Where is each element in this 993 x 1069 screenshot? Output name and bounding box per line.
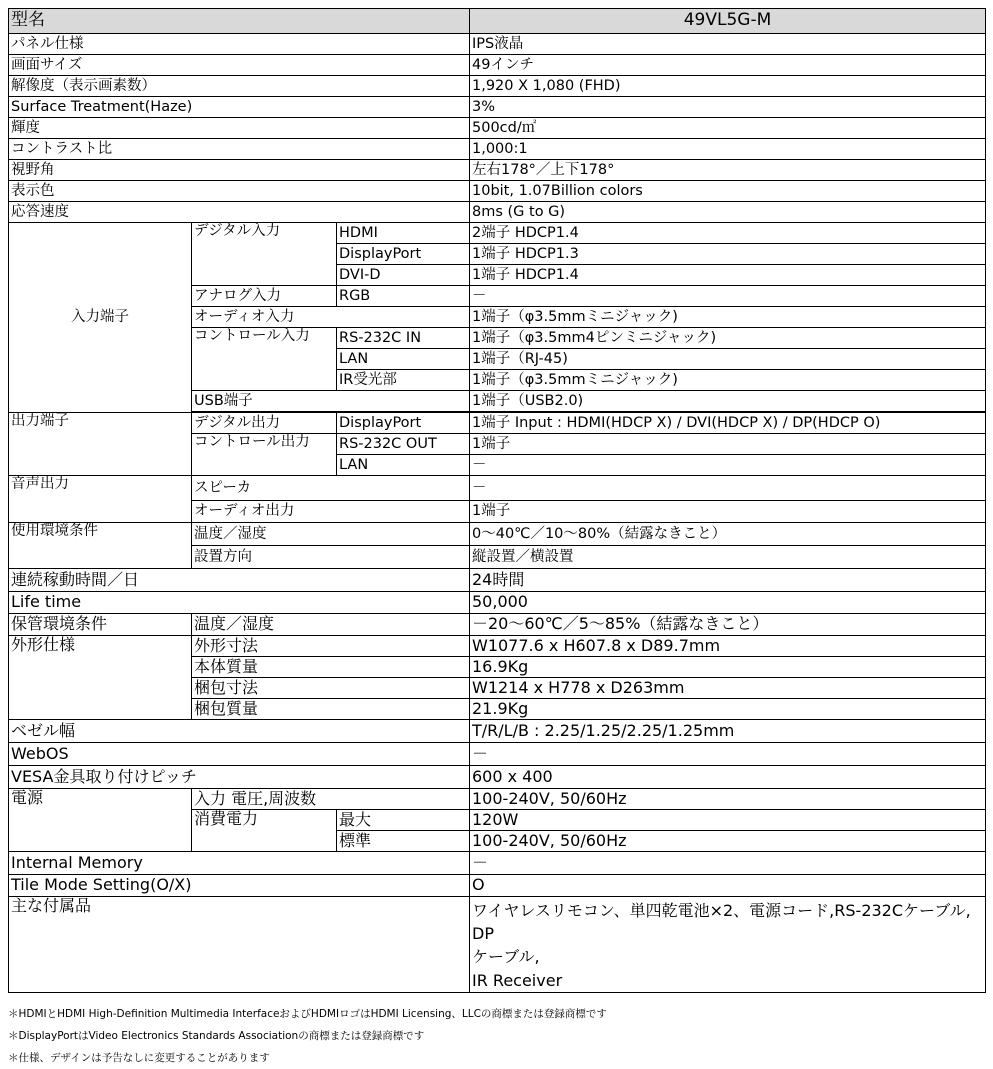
digital-output-label: デジタル出力 xyxy=(192,413,337,434)
lan-out-label: LAN xyxy=(337,455,470,476)
accessories-line-3: IR Receiver xyxy=(472,970,563,990)
power-std-label: 標準 xyxy=(337,831,470,852)
pkg-weight-label: 梱包質量 xyxy=(192,699,470,720)
dimensions-value: W1077.6 x H607.8 x D89.7mm xyxy=(470,636,986,657)
footnote: ＊仕様、デザインは予告なしに変更することがあります xyxy=(8,1052,270,1064)
panel-value: IPS液晶 xyxy=(470,34,986,55)
operating-hours-value: 24時間 xyxy=(470,569,986,592)
contrast-label: コントラスト比 xyxy=(9,139,470,160)
weight-label: 本体質量 xyxy=(192,657,470,678)
lan-in-label: LAN xyxy=(337,349,470,370)
audio-out-label: オーディオ出力 xyxy=(192,501,470,523)
dimensions-label: 外形寸法 xyxy=(192,636,470,657)
webos-value: － xyxy=(470,743,986,766)
footnotes xyxy=(8,1003,985,1069)
usb-label: USB端子 xyxy=(192,391,470,412)
colors-value: 10bit, 1.07Billion colors xyxy=(470,181,986,202)
memory-value: － xyxy=(470,852,986,875)
power-input-value: 100-240V, 50/60Hz xyxy=(470,789,986,810)
table-row xyxy=(9,523,986,546)
table-row xyxy=(9,202,986,223)
footnote: ＊HDMIとHDMI High-Definition Multimedia InterfaceおよびHDMIロゴはHDMI Licensing、LLCの商標または登録商標です xyxy=(8,1008,607,1020)
control-output-label: コントロール出力 xyxy=(192,434,337,476)
ir-label: IR受光部 xyxy=(337,370,470,391)
power-label: 電源 xyxy=(9,789,192,852)
bezel-label: ベゼル幅 xyxy=(9,720,470,743)
accessories-label: 主な付属品 xyxy=(9,897,470,993)
speaker-label: スピーカ xyxy=(192,476,470,501)
install-label: 設置方向 xyxy=(192,546,470,569)
accessories-value xyxy=(470,897,986,993)
rs232c-in-label: RS-232C IN xyxy=(337,328,470,349)
table-row xyxy=(9,34,986,55)
table-row xyxy=(9,118,986,139)
model-label: 型名 xyxy=(9,9,470,34)
life-time-value: 50,000 xyxy=(470,592,986,614)
operating-env-label: 使用環境条件 xyxy=(9,523,192,569)
footnote: ＊DisplayPortはVideo Electronics Standards Associationの商標または登録商標です xyxy=(8,1030,425,1042)
tile-mode-value: O xyxy=(470,875,986,897)
table-row xyxy=(9,97,986,118)
response-value: 8ms (G to G) xyxy=(470,202,986,223)
rs232c-out-value: 1端子 xyxy=(470,434,986,455)
lan-out-value: － xyxy=(470,455,986,476)
audio-out-value: 1端子 xyxy=(470,501,986,523)
vesa-label: VESA金具取り付けピッチ xyxy=(9,766,470,789)
rgb-value: － xyxy=(470,286,986,307)
power-max-label: 最大 xyxy=(337,810,470,831)
consumption-label: 消費電力 xyxy=(192,810,337,852)
colors-label: 表示色 xyxy=(9,181,470,202)
pkg-dimensions-label: 梱包寸法 xyxy=(192,678,470,699)
storage-temp-value: －20～60℃／5～85%（結露なきこと） xyxy=(470,614,986,636)
table-row xyxy=(9,743,986,766)
table-row xyxy=(9,55,986,76)
install-value: 縦設置／横設置 xyxy=(470,546,986,569)
digital-input-label: デジタル入力 xyxy=(192,223,337,286)
table-row xyxy=(9,720,986,743)
resolution-label: 解像度（表示画素数） xyxy=(9,76,470,97)
table-row xyxy=(9,897,986,993)
table-row xyxy=(9,636,986,657)
dvi-label: DVI-D xyxy=(337,265,470,286)
table-row xyxy=(9,569,986,592)
resolution-value: 1,920 X 1,080 (FHD) xyxy=(470,76,986,97)
webos-label: WebOS xyxy=(9,743,470,766)
screen-size-value: 49インチ xyxy=(470,55,986,76)
life-time-label: Life time xyxy=(9,592,470,614)
displayport-out-label: DisplayPort xyxy=(337,413,470,434)
hdmi-value: 2端子 HDCP1.4 xyxy=(470,223,986,244)
brightness-label: 輝度 xyxy=(9,118,470,139)
accessories-line-2: ケーブル, xyxy=(472,947,540,967)
table-row xyxy=(9,181,986,202)
table-row xyxy=(9,789,986,810)
header-row xyxy=(9,9,986,34)
storage-temp-label: 温度／湿度 xyxy=(192,614,470,636)
storage-env-label: 保管環境条件 xyxy=(9,614,192,636)
model-name: 49VL5G-M xyxy=(470,9,986,34)
table-row xyxy=(9,139,986,160)
analog-input-label: アナログ入力 xyxy=(192,286,337,307)
power-std-value: 100-240V, 50/60Hz xyxy=(470,831,986,852)
contrast-value: 1,000:1 xyxy=(470,139,986,160)
usb-value: 1端子（USB2.0) xyxy=(470,391,986,412)
table-row xyxy=(9,614,986,636)
dvi-value: 1端子 HDCP1.4 xyxy=(470,265,986,286)
tile-mode-label: Tile Mode Setting(O/X) xyxy=(9,875,470,897)
power-max-value: 120W xyxy=(470,810,986,831)
operating-hours-label: 連続稼動時間／日 xyxy=(9,569,470,592)
spec-table xyxy=(8,8,986,993)
displayport-in-value: 1端子 HDCP1.3 xyxy=(470,244,986,265)
displayport-in-label: DisplayPort xyxy=(337,244,470,265)
table-row xyxy=(9,766,986,789)
table-row xyxy=(9,852,986,875)
control-input-label: コントロール入力 xyxy=(192,328,337,391)
audio-input-label: オーディオ入力 xyxy=(192,307,470,328)
table-row xyxy=(9,875,986,897)
pkg-dimensions-value: W1214 x H778 x D263mm xyxy=(470,678,986,699)
surface-value: 3% xyxy=(470,97,986,118)
rs232c-in-value: 1端子（φ3.5mm4ピンミニジャック) xyxy=(470,328,986,349)
ir-value: 1端子（φ3.5mmミニジャック) xyxy=(470,370,986,391)
hdmi-label: HDMI xyxy=(337,223,470,244)
weight-value: 16.9Kg xyxy=(470,657,986,678)
viewing-angle-value: 左右178°／上下178° xyxy=(470,160,986,181)
response-label: 応答速度 xyxy=(9,202,470,223)
audio-input-value: 1端子（φ3.5mmミニジャック) xyxy=(470,307,986,328)
table-row xyxy=(9,592,986,614)
panel-label: パネル仕様 xyxy=(9,34,470,55)
output-terminals-label: 出力端子 xyxy=(9,413,192,476)
brightness-value: 500cd/㎡ xyxy=(470,118,986,139)
rs232c-out-label: RS-232C OUT xyxy=(337,434,470,455)
vesa-value: 600 x 400 xyxy=(470,766,986,789)
viewing-angle-label: 視野角 xyxy=(9,160,470,181)
surface-label: Surface Treatment(Haze) xyxy=(9,97,470,118)
rgb-label: RGB xyxy=(337,286,470,307)
table-row xyxy=(9,223,986,244)
pkg-weight-value: 21.9Kg xyxy=(470,699,986,720)
screen-size-label: 画面サイズ xyxy=(9,55,470,76)
bezel-value: T/R/L/B : 2.25/1.25/2.25/1.25mm xyxy=(470,720,986,743)
accessories-line-1: ワイヤレスリモコン、単四乾電池×2、電源コード,RS-232Cケーブル, DP xyxy=(472,901,971,944)
exterior-label: 外形仕様 xyxy=(9,636,192,720)
audio-output-label: 音声出力 xyxy=(9,476,192,523)
displayport-out-value: 1端子 Input : HDMI(HDCP X) / DVI(HDCP X) / DP(HDCP O) xyxy=(470,413,986,434)
table-row xyxy=(9,476,986,501)
operating-temp-label: 温度／湿度 xyxy=(192,523,470,546)
operating-temp-value: 0～40℃／10～80%（結露なきこと） xyxy=(470,523,986,546)
table-row xyxy=(9,413,986,434)
lan-in-value: 1端子（RJ-45) xyxy=(470,349,986,370)
speaker-value: － xyxy=(470,476,986,501)
table-row xyxy=(9,76,986,97)
memory-label: Internal Memory xyxy=(9,852,470,875)
table-row xyxy=(9,160,986,181)
power-input-label: 入力 電圧,周波数 xyxy=(192,789,470,810)
input-terminals-label: 入力端子 xyxy=(9,223,192,413)
